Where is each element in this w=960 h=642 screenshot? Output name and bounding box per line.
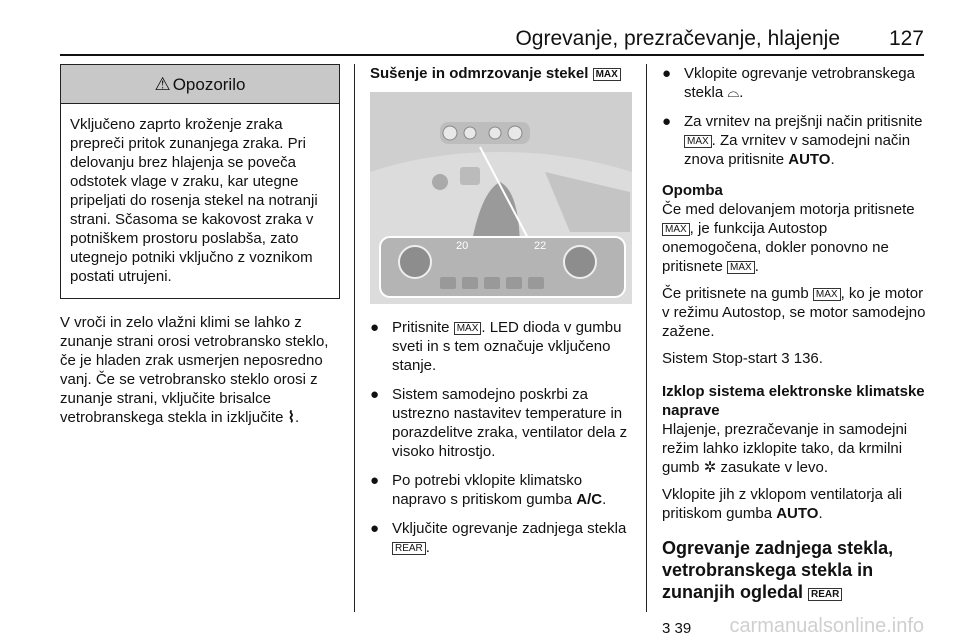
warning-triangle-icon: ⚠ bbox=[154, 73, 171, 94]
fan-icon: ✲ bbox=[703, 459, 717, 476]
list-item: ● Po potrebi vklopite klimatsko napravo s pritiskom gumba A/C. bbox=[370, 472, 607, 508]
column-3 bbox=[662, 64, 928, 638]
rear-heat-icon: REAR bbox=[808, 588, 842, 601]
heating-heading: Ogrevanje zadnjega stekla, vetrobranskega stekla in zunanjih ogledal REAR bbox=[662, 538, 894, 602]
max-defrost-icon: MAX bbox=[454, 322, 482, 335]
max-defrost-icon: MAX bbox=[593, 68, 621, 81]
arrow-icon: 3 bbox=[781, 350, 790, 367]
arrow-icon: 3 bbox=[662, 620, 671, 637]
max-defrost-icon: MAX bbox=[662, 223, 690, 236]
warning-text: Vključeno zaprto kroženje zraka prepreči pritok zunanjega zraka. Pri delovanju brez hlajenja se poveča odstotek vlage v zraku, kar utegne pripeljati do rosenja stekel na notranji strani. Sčasoma se kakovost zraka v potniškem prostoru poslabša, zato utegnejo potniki vključno z voznikom postati utrujeni. bbox=[70, 116, 318, 285]
page-reference[interactable]: 3 39 bbox=[662, 620, 692, 637]
column-2 bbox=[370, 64, 632, 557]
max-defrost-icon: MAX bbox=[727, 261, 755, 274]
wiper-icon: ⌇ bbox=[287, 409, 295, 426]
climate-off-paragraph: Hlajenje, prezračevanje in samodejni režim lahko izklopite tako, da krmilni gumb ✲ zasukate v levo. bbox=[662, 421, 908, 476]
max-defrost-icon: MAX bbox=[813, 288, 841, 301]
left-temp-label: 20 bbox=[456, 240, 469, 252]
windshield-heat-icon: ⌓ bbox=[727, 84, 740, 101]
warning-header bbox=[61, 65, 339, 104]
note-title: Opomba bbox=[662, 182, 723, 199]
note-paragraph-1: Če med delovanjem motorja pritisnete MAX , je funkcija Autostop onemogočena, dokler ponovno ne pritisnete MAX . bbox=[662, 201, 915, 275]
watermark: carmanualsonline.info bbox=[729, 615, 924, 637]
climate-panel-photo bbox=[370, 92, 632, 304]
list-item: ● Sistem samodejno poskrbi za ustrezno nastavitev temperature in porazdelitve zraka, ventilator dela z visoko hitrostjo. bbox=[370, 386, 628, 460]
list-item: ● Za vrnitev na prejšnji način pritisnite MAX . Za vrnitev v samodejni način znova pritisnite AUTO. bbox=[662, 113, 923, 168]
defrost-heading: Sušenje in odmrzovanje stekel MAX bbox=[370, 64, 632, 83]
header-title: Ogrevanje, prezračevanje, hlajenje bbox=[515, 27, 840, 50]
list-item: ● Vključite ogrevanje zadnjega stekla REAR . bbox=[370, 520, 627, 556]
rear-heat-icon: REAR bbox=[392, 542, 426, 555]
climate-off-heading: Izklop sistema elektronske klimatske naprave bbox=[662, 383, 925, 419]
humid-climate-paragraph: V vroči in zelo vlažni klimi se lahko z zunanje strani orosi vetrobransko steklo, če je hladen zrak usmerjen neposredno vanj. Če se vetrobransko steklo orosi z zunanje strani, vključite brisalce vetrobranskega stekla in izključite ⌇. bbox=[60, 314, 329, 426]
list-item: ● Vklopite ogrevanje vetrobranskega stekla ⌓. bbox=[662, 65, 915, 101]
column-1 bbox=[60, 64, 340, 427]
max-defrost-icon: MAX bbox=[684, 135, 712, 148]
page-header bbox=[0, 0, 960, 52]
stop-start-reference[interactable]: Sistem Stop-start 3 136. bbox=[662, 350, 823, 367]
column-divider bbox=[354, 64, 355, 612]
climate-panel-illustration bbox=[370, 92, 632, 304]
header-rule bbox=[60, 54, 924, 56]
right-temp-label: 22 bbox=[534, 240, 547, 252]
column-divider bbox=[646, 64, 647, 612]
list-item: ● Pritisnite MAX . LED dioda v gumbu sveti in s tem označuje vključeno stanje. bbox=[370, 319, 622, 374]
warning-box bbox=[60, 64, 340, 299]
note-paragraph-2: Če pritisnete na gumb MAX , ko je motor v režimu Autostop, se motor samodejno zažene. bbox=[662, 285, 926, 340]
page-number: 127 bbox=[888, 27, 924, 50]
auto-paragraph: Vklopite jih z vklopom ventilatorja ali pritiskom gumba AUTO. bbox=[662, 486, 903, 522]
warning-title: Opozorilo bbox=[172, 74, 246, 94]
